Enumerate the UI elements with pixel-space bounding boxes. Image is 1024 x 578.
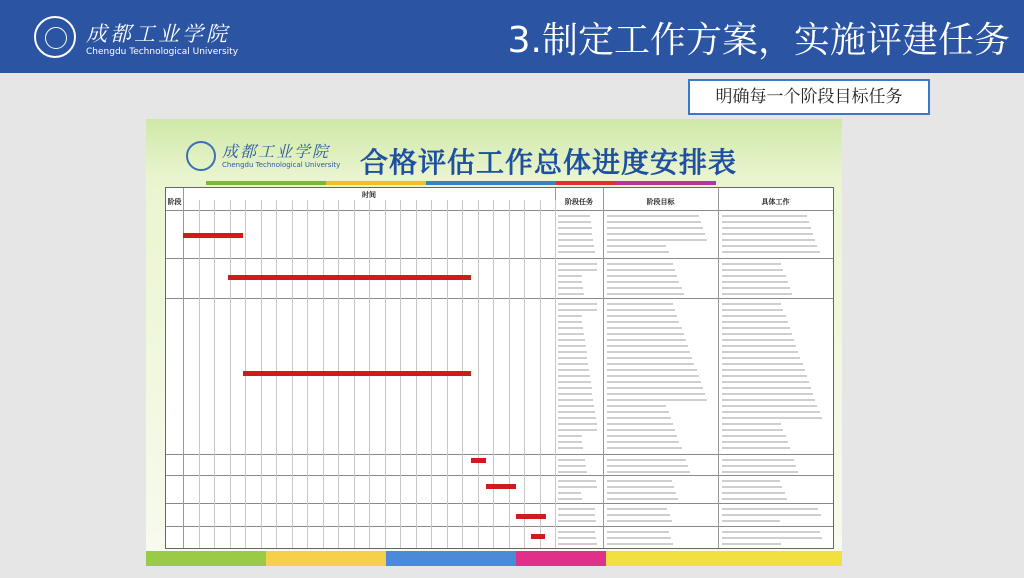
month-column-line [509, 200, 510, 548]
column-divider [603, 188, 604, 548]
blurred-text-line [722, 281, 788, 283]
color-strip [606, 551, 842, 566]
header-time: 时间 [362, 191, 376, 199]
blurred-text-line [607, 227, 703, 229]
school-name-en: Chengdu Technological University [86, 47, 239, 57]
blurred-text-line [558, 369, 589, 371]
blurred-text-line [558, 459, 585, 461]
blurred-text-line [722, 465, 796, 467]
blurred-text-line [558, 429, 597, 431]
blurred-text-line [722, 417, 822, 419]
blurred-text-line [558, 480, 596, 482]
blurred-text-line [607, 411, 669, 413]
blurred-text-line [722, 531, 820, 533]
blurred-text-line [607, 387, 703, 389]
blurred-text-line [722, 303, 781, 305]
blurred-text-line [722, 459, 794, 461]
color-strip [516, 551, 606, 566]
blurred-text-line [722, 447, 790, 449]
blurred-text-line [558, 441, 582, 443]
blurred-text-line [722, 351, 798, 353]
school-name-cn: 成都工业学院 [86, 22, 230, 46]
blurred-text-line [607, 417, 671, 419]
blurred-text-line [607, 363, 694, 365]
blurred-text-line [558, 508, 595, 510]
color-strip [326, 181, 426, 185]
blurred-text-line [722, 498, 787, 500]
blurred-text-line [722, 411, 820, 413]
blurred-text-line [607, 303, 673, 305]
color-strip [386, 551, 516, 566]
blurred-text-line [558, 303, 597, 305]
blurred-text-line [558, 531, 595, 533]
blurred-text-line [558, 423, 597, 425]
header-stage: 阶段 [167, 198, 182, 206]
university-logo-icon [34, 16, 76, 58]
blurred-text-line [722, 269, 783, 271]
row-divider [166, 475, 833, 476]
blurred-text-line [607, 498, 678, 500]
blurred-text-line [607, 531, 669, 533]
blurred-text-line [558, 447, 583, 449]
month-column-line [555, 200, 556, 548]
blurred-text-line [607, 315, 677, 317]
blurred-text-line [722, 315, 786, 317]
poster-school-name-en: Chengdu Technological University [222, 161, 341, 169]
blurred-text-line [558, 537, 596, 539]
blurred-text-line [722, 441, 788, 443]
blurred-text-line [558, 417, 596, 419]
blurred-text-line [607, 508, 667, 510]
blurred-text-line [558, 269, 597, 271]
blurred-text-line [607, 263, 673, 265]
blurred-text-line [607, 245, 666, 247]
blurred-text-line [722, 514, 821, 516]
blurred-text-line [722, 393, 813, 395]
gantt-bar [531, 534, 545, 539]
blurred-text-line [722, 492, 785, 494]
blurred-text-line [722, 245, 817, 247]
blurred-text-line [722, 309, 783, 311]
blurred-text-line [607, 357, 692, 359]
blurred-text-line [607, 471, 690, 473]
blurred-text-line [722, 429, 783, 431]
blurred-text-line [722, 435, 786, 437]
row-divider [166, 454, 833, 455]
blurred-text-line [607, 480, 672, 482]
month-column-line [524, 200, 525, 548]
blurred-text-line [722, 357, 800, 359]
poster-school-name-cn: 成都工业学院 [222, 142, 331, 161]
blurred-text-line [558, 381, 591, 383]
blurred-text-line [722, 239, 815, 241]
subtitle-box: 明确每一个阶段目标任务 [688, 79, 930, 115]
blurred-text-line [558, 263, 597, 265]
blurred-text-line [558, 351, 587, 353]
blurred-text-line [607, 405, 666, 407]
blurred-text-line [722, 263, 781, 265]
blurred-text-line [607, 537, 671, 539]
row-divider [166, 503, 833, 504]
blurred-text-line [558, 321, 582, 323]
blurred-text-line [607, 215, 699, 217]
color-strip [146, 551, 266, 566]
blurred-text-line [722, 251, 820, 253]
blurred-text-line [722, 221, 809, 223]
blurred-text-line [722, 471, 798, 473]
blurred-text-line [558, 333, 584, 335]
blurred-text-line [607, 339, 686, 341]
blurred-text-line [607, 465, 688, 467]
color-strip [426, 181, 556, 185]
blurred-text-line [607, 369, 697, 371]
blurred-text-line [558, 227, 592, 229]
blurred-text-line [722, 508, 818, 510]
blurred-text-line [607, 429, 675, 431]
blurred-text-line [722, 215, 807, 217]
month-column-line [199, 200, 200, 548]
month-column-line [478, 200, 479, 548]
header-stage-goal: 阶段目标 [646, 198, 675, 206]
blurred-text-line [558, 215, 590, 217]
blurred-text-line [722, 480, 780, 482]
color-strip [206, 181, 326, 185]
blurred-text-line [607, 399, 707, 401]
blurred-text-line [558, 387, 592, 389]
blurred-text-line [558, 281, 582, 283]
blurred-text-line [558, 327, 583, 329]
blurred-text-line [607, 293, 684, 295]
blurred-text-line [607, 520, 672, 522]
blurred-text-line [558, 357, 587, 359]
blurred-text-line [558, 345, 586, 347]
color-strip [556, 181, 616, 185]
blurred-text-line [722, 233, 813, 235]
blurred-text-line [722, 405, 817, 407]
blurred-text-line [558, 251, 595, 253]
blurred-text-line [607, 251, 669, 253]
blurred-text-line [558, 293, 584, 295]
blurred-text-line [722, 321, 788, 323]
column-divider [718, 188, 719, 548]
blurred-text-line [558, 221, 591, 223]
blurred-text-line [722, 345, 796, 347]
blurred-text-line [722, 339, 794, 341]
blurred-text-line [722, 293, 792, 295]
blurred-text-line [607, 375, 699, 377]
blurred-text-line [722, 399, 815, 401]
blurred-text-line [722, 275, 786, 277]
blurred-text-line [722, 423, 781, 425]
blurred-text-line [607, 233, 705, 235]
blurred-text-line [558, 375, 590, 377]
blurred-text-line [722, 537, 822, 539]
blurred-text-line [558, 486, 597, 488]
blurred-text-line [722, 387, 811, 389]
blurred-text-line [558, 492, 581, 494]
blurred-text-line [558, 411, 595, 413]
month-column-line [214, 200, 215, 548]
blurred-text-line [607, 447, 682, 449]
blurred-text-line [722, 327, 790, 329]
blurred-text-line [558, 315, 582, 317]
blurred-text-line [722, 375, 807, 377]
blurred-text-line [607, 281, 679, 283]
blurred-text-line [558, 435, 582, 437]
schedule-table [165, 187, 834, 549]
month-column-line [493, 200, 494, 548]
slide-header [0, 0, 1024, 73]
blurred-text-line [607, 492, 676, 494]
blurred-text-line [607, 327, 682, 329]
blurred-text-line [558, 339, 585, 341]
blurred-text-line [722, 287, 790, 289]
blurred-text-line [558, 363, 588, 365]
blurred-text-line [558, 393, 592, 395]
blurred-text-line [722, 520, 780, 522]
header-specific-work: 具体工作 [761, 198, 790, 206]
blurred-text-line [722, 381, 809, 383]
blurred-text-line [607, 221, 701, 223]
blurred-text-line [607, 351, 690, 353]
blurred-text-line [607, 309, 675, 311]
blurred-text-line [558, 399, 593, 401]
blurred-text-line [558, 465, 586, 467]
blurred-text-line [558, 405, 594, 407]
blurred-text-line [722, 486, 782, 488]
blurred-text-line [722, 333, 792, 335]
blurred-text-line [607, 441, 679, 443]
blurred-text-line [607, 275, 677, 277]
blurred-text-line [607, 239, 707, 241]
blurred-text-line [558, 245, 594, 247]
month-column-line [230, 200, 231, 548]
blurred-text-line [607, 333, 684, 335]
gantt-bar [183, 233, 243, 238]
month-column-line [540, 200, 541, 548]
blurred-text-line [558, 275, 582, 277]
gantt-bar [228, 275, 471, 280]
slide-title: 3.制定工作方案，实施评建任务 [507, 20, 1010, 61]
poster-title: 合格评估工作总体进度安排表 [360, 146, 738, 179]
blurred-text-line [607, 287, 682, 289]
row-divider [166, 298, 833, 299]
blurred-text-line [607, 543, 673, 545]
blurred-text-line [558, 233, 592, 235]
blurred-text-line [722, 369, 805, 371]
blurred-text-line [607, 393, 705, 395]
blurred-text-line [558, 239, 593, 241]
blurred-text-line [558, 543, 597, 545]
blurred-text-line [558, 471, 587, 473]
blurred-text-line [607, 486, 674, 488]
column-divider [183, 188, 184, 548]
blurred-text-line [607, 435, 677, 437]
blurred-text-line [607, 381, 701, 383]
blurred-text-line [607, 269, 675, 271]
row-divider [166, 258, 833, 259]
gantt-bar [243, 371, 471, 376]
blurred-text-line [607, 514, 670, 516]
poster-logo-icon [186, 141, 216, 171]
blurred-text-line [607, 321, 679, 323]
gantt-bar [471, 458, 486, 463]
color-strip [616, 181, 716, 185]
blurred-text-line [722, 363, 803, 365]
blurred-text-line [558, 520, 596, 522]
blurred-text-line [558, 498, 582, 500]
blurred-text-line [607, 459, 686, 461]
blurred-text-line [558, 514, 595, 516]
gantt-bar [486, 484, 516, 489]
gantt-bar [516, 514, 546, 519]
schedule-poster-image [146, 119, 842, 566]
blurred-text-line [558, 309, 597, 311]
blurred-text-line [722, 543, 781, 545]
color-strip [266, 551, 386, 566]
blurred-text-line [607, 423, 673, 425]
header-stage-task: 阶段任务 [565, 198, 593, 206]
blurred-text-line [722, 227, 811, 229]
blurred-text-line [607, 345, 688, 347]
row-divider [166, 526, 833, 527]
row-divider [166, 210, 833, 211]
blurred-text-line [558, 287, 583, 289]
